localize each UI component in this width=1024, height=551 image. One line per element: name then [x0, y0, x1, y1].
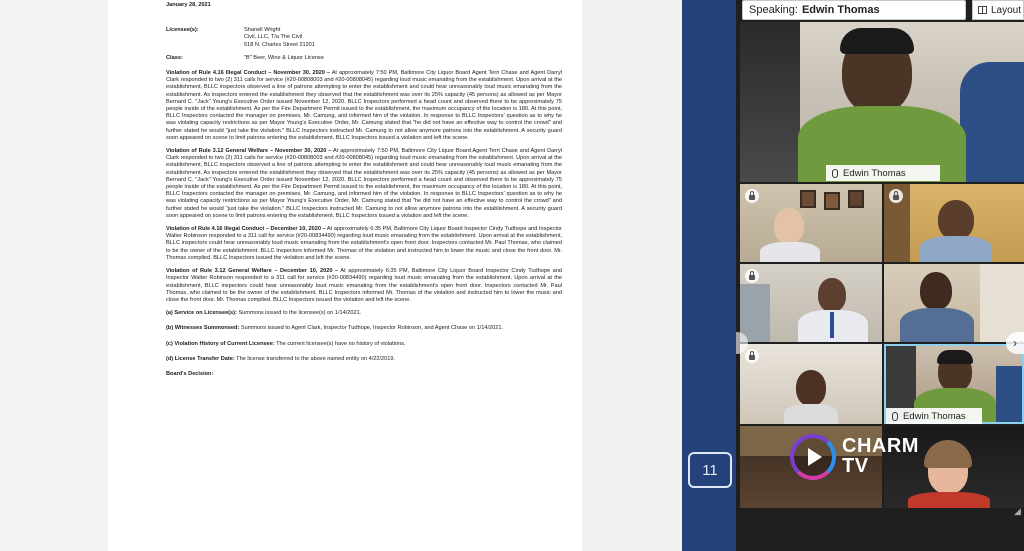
- active-speaker-name: Edwin Thomas: [903, 410, 966, 422]
- participant-head: [774, 208, 804, 244]
- item-text: Summons issued to Agent Clark, Inspector Tudhope, Inspector Robinson, and Agent Chase on 1/14/2021.: [240, 325, 504, 332]
- background-person-right: [996, 366, 1024, 424]
- bookshelf: [980, 264, 1024, 342]
- participant-head: [920, 272, 952, 310]
- main-speaker-name: Edwin Thomas: [843, 167, 906, 179]
- board-decision-label: Board's Decision:: [166, 370, 214, 377]
- witnesses-item: [166, 325, 562, 332]
- page-number-badge: 11: [688, 452, 732, 488]
- participant-head: [818, 278, 846, 312]
- licensee-address: 518 N. Charles Street 21201: [244, 41, 315, 48]
- service-item: [166, 310, 562, 317]
- lock-icon: [889, 189, 903, 203]
- lock-icon: [745, 269, 759, 283]
- speaking-indicator: [742, 0, 966, 20]
- licensee-row: [166, 27, 562, 49]
- wall-frame: [800, 190, 816, 208]
- item-text: Summons issued to the licensee(s) on 1/14/2021.: [238, 310, 362, 317]
- next-page-arrow[interactable]: ›: [1006, 332, 1024, 354]
- main-speaker-nametag: [826, 165, 940, 181]
- video-tile-participant[interactable]: [740, 344, 882, 424]
- video-tile-participant[interactable]: [740, 184, 882, 262]
- document-date: January 28, 2021: [166, 2, 211, 8]
- participant-shirt: [900, 308, 974, 342]
- video-tile-main-speaker[interactable]: [740, 22, 1024, 182]
- background-person-right: [960, 62, 1024, 182]
- participant-head: [938, 200, 974, 240]
- layout-button[interactable]: [972, 0, 1024, 20]
- active-speaker-nametag: [886, 408, 982, 424]
- item-text: The license transferred to the above named entity on 4/22/2019.: [236, 355, 396, 362]
- video-tile-participant[interactable]: [740, 264, 882, 342]
- violation-heading: Violation of Rule 4.16 Illegal Conduct – December 10, 2020 –: [166, 226, 326, 233]
- layout-icon: [978, 6, 987, 14]
- charm-wordmark-line1: CHARM: [842, 435, 919, 457]
- speaking-label: Speaking:: [749, 4, 798, 16]
- play-icon: [790, 434, 836, 480]
- tie: [830, 312, 834, 338]
- document-margin-left: [0, 0, 108, 551]
- participant-shirt: [760, 242, 820, 262]
- participant-shirt: [784, 404, 838, 424]
- violation-paragraph: [166, 268, 562, 304]
- item-label: (d) License Transfer Date:: [166, 355, 235, 362]
- class-value: "B" Beer, Wine & Liquor License: [244, 54, 324, 61]
- transfer-item: [166, 356, 562, 363]
- licensee-name: Shanell Wright: [244, 27, 281, 34]
- item-label: (a) Service on Licensee(s):: [166, 310, 237, 317]
- charm-wordmark-line2: TV: [842, 455, 869, 477]
- charm-tv-wordmark: [842, 436, 919, 476]
- video-tile-participant[interactable]: [884, 184, 1024, 262]
- violation-body: At approximately 7:50 PM, Baltimore City Liquor Board Agent Terri Chase and Agent Darryl Clark responded to two (2) 311 calls for service (#20-00808003 and #20-00808045) regarding loud music emanating from the establishment. Upon arrival at the establishment, BLLC inspectors observed a line of patrons attempting to enter the establishment and could hear unreasonably loud music emanating from the establishment. As inspectors entered the establishment they observed that the establishment was over its 25% capacity (45 persons) as allowed as per Mayor Bernard C. "Jack" Young's Executive Order issued November 12, 2020. BLLC Inspectors performed a head count and observed there to be approximately 75 people inside of the establishment. As per the Fire Department Permit issued to the establishment, the maximum occupancy of the location is 180. At this point, BLLC Inspectors contacted the manager on premises, Mr. Camung, and informed him of the violation. In response to BLLC Inspectors' question as to why he was violating capacity restrictions as per Mayor Young's Executive Order, Mr. Camung stated that "he did not have an effective way to control the crowd" and further stated he would "just take the violation." BLLC Inspectors instructed Mr. Camung to not allow anymore patrons into the establishment. A security guard soon appeared on scene to limit patrons entering the establishment. BLLC Inspectors issued a violation and left the scene.: [166, 148, 562, 219]
- violation-paragraph: [166, 148, 562, 220]
- participant-cap: [937, 350, 973, 364]
- lock-icon: [745, 349, 759, 363]
- violation-paragraph: [166, 70, 562, 142]
- video-tile-participant[interactable]: [884, 264, 1024, 342]
- licensee-entity: Civil, LLC, T/a The Civil: [244, 34, 303, 41]
- violation-heading: Violation of Rule 4.16 Illegal Conduct – November 30, 2020 –: [166, 70, 330, 77]
- document-margin-right: [582, 0, 682, 551]
- microphone-icon: [832, 169, 838, 178]
- lock-icon: [745, 189, 759, 203]
- document-page[interactable]: [108, 0, 582, 551]
- violation-heading: Violation of Rule 3.12 General Welfare – December 10, 2020 –: [166, 268, 339, 275]
- violation-body: At approximately 6:35 PM, Baltimore City Liquor Board Inspector Cindy Tudhope and Inspector Walter Robinson responded to a 311 call for service (#20-00834490) regarding loud music emanating from the establishment. Upon arrival at the establishment, BLLC inspectors could hear unreasonably loud music emanating from the establishment's open front door. Inspectors contacted Mr. Paul Thomas, who claimed to be the owner of the establishment. BLLC Inspectors informed Mr. Thomas of the violation and instructed him to lower the music and close the front door. Mr. Thomas complied. BLLC Inspectors issued the violation and left the scene.: [166, 226, 562, 261]
- violation-heading: Violation of Rule 3.12 General Welfare – November 30, 2020 –: [166, 148, 332, 155]
- item-text: The current licensee(s) have no history of violations.: [276, 340, 406, 347]
- speaker-cap: [840, 28, 914, 54]
- background-person-left: [740, 22, 800, 182]
- item-label: (b) Witnesses Summonsed:: [166, 325, 240, 332]
- charm-tv-logo: [790, 432, 940, 490]
- corner-resize-icon: ◢: [1014, 506, 1021, 516]
- violation-paragraph: [166, 226, 562, 262]
- class-row: [166, 55, 562, 62]
- layout-label: Layout: [991, 4, 1022, 16]
- wall-frame: [848, 190, 864, 208]
- participant-head: [796, 370, 826, 406]
- class-label: Class:: [166, 54, 183, 61]
- participant-shirt: [908, 492, 990, 508]
- violation-body: At approximately 7:50 PM, Baltimore City Liquor Board Agent Terri Chase and Agent Darryl Clark responded to two (2) 311 calls for service (#20-00808003 and #20-00808045) regarding loud music emanating from the establishment. Upon arrival at the establishment, BLLC inspectors observed a line of patrons attempting to enter the establishment and could hear unreasonably loud music emanating from the establishment. As inspectors entered the establishment they observed that the establishment was over its 25% capacity (45 persons) as allowed as per Mayor Bernard C. "Jack" Young's Executive Order issued November 12, 2020. BLLC Inspectors performed a head count and observed there to be approximately 75 people inside of the establishment. As per the Fire Department Permit issued to the establishment, the maximum occupancy of the location is 180. At this point, BLLC Inspectors contacted the manager on premises, Mr. Camung, and informed him of the violation. In response to BLLC Inspectors' question as to why he was violating capacity restrictions as per Mayor Young's Executive Order, Mr. Camung stated that "he did not have an effective way to control the crowd" and further stated he would "just take the violation." BLLC Inspectors instructed Mr. Camung to not allow anymore patrons into the establishment. A security guard soon appeared on scene to limit patrons entering the establishment. BLLC Inspectors issued a violation and left the scene.: [166, 70, 562, 141]
- history-item: [166, 341, 562, 348]
- microphone-icon: [892, 412, 898, 421]
- item-label: (c) Violation History of Current Licensee:: [166, 340, 275, 347]
- speaking-name: Edwin Thomas: [801, 4, 880, 16]
- wall-frame: [824, 192, 840, 210]
- licensee-label: Licensee(s):: [166, 27, 199, 34]
- violation-body: At approximately 6:35 PM, Baltimore City Liquor Board Inspector Cindy Tudhope and Inspector Walter Robinson responded to a 311 call for service (#20-00834490) regarding loud music emanating from the establishment. Upon arrival at the establishment, BLLC inspectors could hear unreasonably loud music emanating from the establishment's open front door. Inspectors contacted Mr. Paul Thomas, who claimed to be the owner of the establishment. BLLC Inspectors informed Mr. Thomas of the violation and instructed him to lower the music and close the front door. Mr. Thomas complied. BLLC Inspectors issued the violation and left the scene.: [166, 268, 562, 303]
- window: [740, 284, 770, 342]
- participant-shirt: [920, 236, 992, 262]
